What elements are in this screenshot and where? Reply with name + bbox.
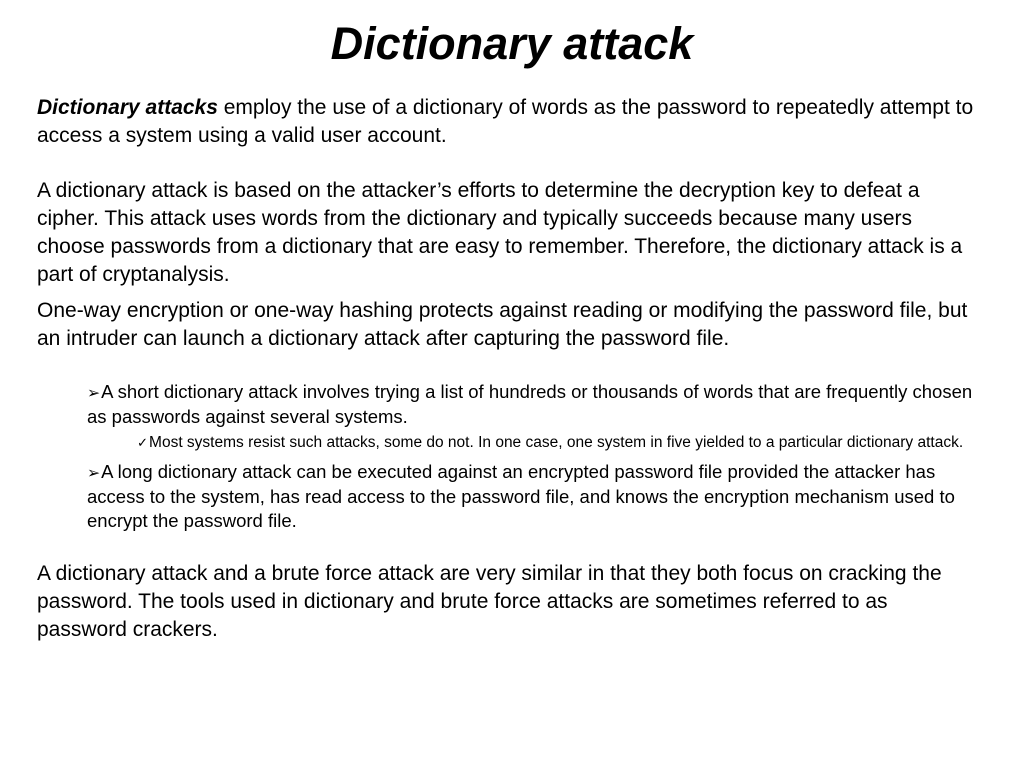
sub-bullet-resist — [137, 433, 982, 454]
intro-text: employ the use of a dictionary of words as the password to repeatedly attempt to access a system using a valid user account. — [37, 96, 974, 147]
intro-lead-term: Dictionary attacks — [37, 96, 218, 119]
slide-body — [37, 94, 982, 644]
slide-title: Dictionary attack — [330, 18, 694, 69]
paragraph-cryptanalysis: A dictionary attack is based on the attacker’s efforts to determine the decryption key to defeat a cipher. This attack uses words from the dictionary and typically succeeds because many users choose passwords from a dictionary that are easy to remember. Therefore, the dictionary attack is a part of cryptanalysis. — [37, 179, 963, 286]
sub-bullet-resist-text: Most systems resist such attacks, some do not. In one case, one system in five yielded to a particular dictionary attack. — [149, 434, 964, 451]
check-bullet-icon: ✓ — [137, 436, 149, 451]
arrow-bullet-icon: ➢ — [87, 463, 101, 482]
paragraph-intro — [37, 94, 982, 150]
bullet-short-attack — [87, 380, 982, 429]
paragraph-brute-force: A dictionary attack and a brute force attack are very similar in that they both focus on cracking the password. The tools used in dictionary and brute force attacks are sometimes referred to as password crackers. — [37, 562, 942, 641]
paragraph-one-way-encryption: One-way encryption or one-way hashing protects against reading or modifying the password file, but an intruder can launch a dictionary attack after capturing the password file. — [37, 299, 968, 350]
bullet-long-attack-text: A long dictionary attack can be executed against an encrypted password file provided the attacker has access to the system, has read access to the password file, and knows the encryption mechanism used to encrypt the password file. — [87, 461, 955, 531]
bullet-long-attack — [87, 460, 982, 533]
bullet-short-attack-text: A short dictionary attack involves trying a list of hundreds or thousands of words that are frequently chosen as passwords against several systems. — [87, 381, 973, 427]
arrow-bullet-icon: ➢ — [87, 383, 101, 402]
